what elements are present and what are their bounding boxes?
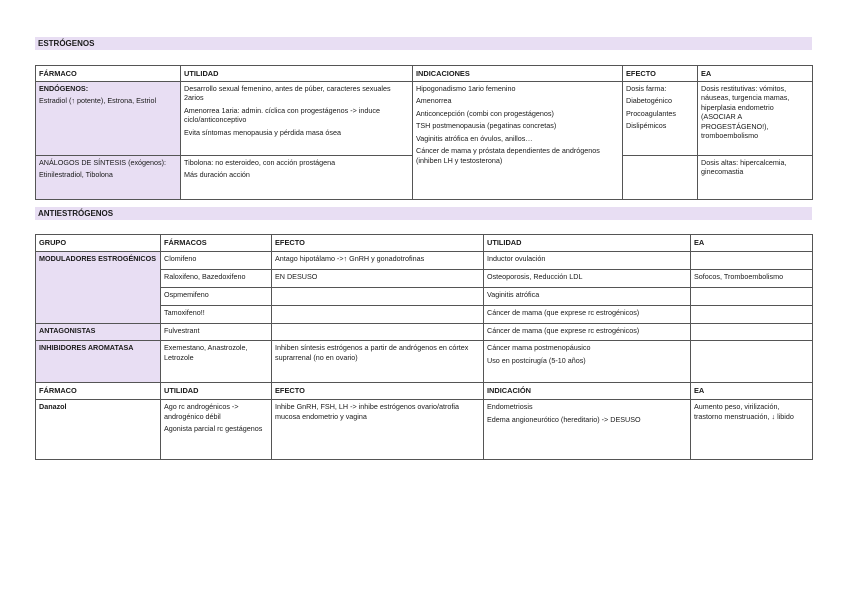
utilidad-item: Cáncer mama postmenopáusico: [487, 343, 591, 352]
farmaco-cell: Fulvestrant: [161, 324, 272, 341]
header-indicacion: INDICACIÓN: [484, 383, 691, 400]
header-ea: EA: [691, 235, 813, 252]
farmaco-cell: Clomifeno: [161, 252, 272, 270]
ea-cell: [691, 306, 813, 324]
analogos-label: ANÁLOGOS DE SÍNTESIS (exógenos):: [39, 157, 167, 167]
efecto-cell: [272, 324, 484, 341]
efecto-empty-cell: [623, 155, 698, 199]
endogenos-cell: [36, 81, 181, 155]
table-row: [36, 252, 813, 270]
utilidad-item: Desarrollo sexual femenino, antes de púber, caracteres sexuales 2arios: [184, 83, 391, 102]
indicacion-item: Edema angioneurótico (hereditario) -> DESUSO: [487, 414, 641, 424]
ea-cell: [691, 252, 813, 270]
utilidad-item: Más duración acción: [184, 170, 250, 179]
utilidad-cell: [484, 341, 691, 383]
utilidad-cell: Inductor ovulación: [484, 252, 691, 270]
ea-top-cell: Dosis restitutivas: vómitos, náuseas, turgencia mamas, hiperplasia endometrio (ASOCIAR A PROGESTÁGENO!), tromboembolismo: [698, 81, 813, 155]
ea-cell: [691, 324, 813, 341]
header-grupo: GRUPO: [36, 235, 161, 252]
analogos-drugs: Etinilestradiol, Tibolona: [39, 170, 113, 179]
group-moduladores: MODULADORES ESTROGÉNICOS: [36, 252, 161, 324]
utilidad-item: Agonista parcial rc gestágenos: [164, 424, 263, 433]
indicacion-item: TSH postmenopausia (pegatinas concretas): [416, 121, 557, 130]
indicacion-item: Hipogonadismo 1ario femenino: [416, 83, 516, 93]
utilidad-bottom-cell: [181, 155, 413, 199]
utilidad-item: Evita síntomas menopausia y pérdida masa ósea: [184, 127, 342, 137]
indicacion-item: Vaginitis atrófica en óvulos, anillos…: [416, 133, 533, 143]
ea-cell: [691, 341, 813, 383]
analogos-cell: [36, 155, 181, 199]
header-utilidad: UTILIDAD: [161, 383, 272, 400]
endogenos-label: ENDÓGENOS:: [39, 83, 89, 93]
indicaciones-cell: [413, 81, 623, 199]
header-farmacos: FÁRMACOS: [161, 235, 272, 252]
ea-cell: [691, 288, 813, 306]
efecto-item: Procoagulantes: [626, 108, 676, 118]
utilidad-item: Amenorrea 1aria: admin. cíclica con progestágenos -> induce ciclo/anticonceptivo: [184, 105, 380, 124]
header-indicaciones: INDICACIONES: [413, 66, 623, 82]
header-farmaco: FÁRMACO: [36, 66, 181, 82]
estrogenos-table: [35, 65, 813, 200]
indicacion-cell: [484, 400, 691, 460]
ea-cell: Sofocos, Tromboembolismo: [691, 270, 813, 288]
farmaco-cell: Raloxifeno, Bazedoxifeno: [161, 270, 272, 288]
efecto-cell: [623, 81, 698, 155]
antiestrogenos-table: [35, 234, 813, 460]
group-antagonistas: ANTAGONISTAS: [36, 324, 161, 341]
indicacion-item: Cáncer de mama y próstata dependientes de andrógenos (inhiben LH y testosterona): [416, 146, 600, 165]
farmaco-cell: Exemestano, Anastrozole, Letrozole: [161, 341, 272, 383]
utilidad-cell: Osteoporosis, Reducción LDL: [484, 270, 691, 288]
utilidad-cell: Cáncer de mama (que exprese rc estrogénicos): [484, 306, 691, 324]
table-row: [36, 341, 813, 383]
table-header-row: [36, 235, 813, 252]
ea-cell: Aumento peso, virilización, trastorno menstruación, ↓ libido: [691, 400, 813, 460]
utilidad-top-cell: [181, 81, 413, 155]
header-farmaco: FÁRMACO: [36, 383, 161, 400]
section-title-estrogenos: ESTRÓGENOS: [35, 37, 812, 50]
utilidad-item: Tibolona: no esteroideo, con acción prostágena: [184, 157, 336, 167]
header-ea: EA: [698, 66, 813, 82]
table-row: [36, 400, 813, 460]
section-title-antiestrogenos: ANTIESTRÓGENOS: [35, 207, 812, 220]
table-row: [36, 81, 813, 155]
table-header-row: [36, 383, 813, 400]
indicacion-item: Endometriosis: [487, 402, 533, 411]
utilidad-cell: [161, 400, 272, 460]
header-utilidad: UTILIDAD: [484, 235, 691, 252]
utilidad-item: Ago rc androgénicos -> androgénico débil: [164, 402, 239, 421]
efecto-cell: [272, 288, 484, 306]
header-efecto: EFECTO: [272, 383, 484, 400]
indicacion-item: Anticoncepción (combi con progestágenos): [416, 108, 554, 118]
utilidad-cell: Vaginitis atrófica: [484, 288, 691, 306]
table-row: [36, 324, 813, 341]
efecto-cell: [272, 306, 484, 324]
efecto-item: Diabetogénico: [626, 96, 672, 105]
ea-bottom-cell: Dosis altas: hipercalcemia, ginecomastia: [698, 155, 813, 199]
efecto-cell: Inhibe GnRH, FSH, LH -> inhibe estrógenos ovario/atrofia mucosa endometrio y vagina: [272, 400, 484, 460]
efecto-cell: EN DESUSO: [272, 270, 484, 288]
utilidad-item: Uso en postcirugía (5-10 años): [487, 355, 586, 365]
farmaco-cell: Tamoxifeno!!: [161, 306, 272, 324]
efecto-item: Dislipémicos: [626, 121, 667, 130]
header-efecto: EFECTO: [623, 66, 698, 82]
efecto-item: Dosis farma:: [626, 83, 667, 93]
endogenos-drugs: Estradiol (↑ potente), Estrona, Estriol: [39, 96, 157, 105]
utilidad-cell: Cáncer de mama (que exprese rc estrogénicos): [484, 324, 691, 341]
efecto-cell: Inhiben síntesis estrógenos a partir de andrógenos en córtex suprarrenal (no en ovario): [272, 341, 484, 383]
farmaco-danazol: Danazol: [36, 400, 161, 460]
farmaco-cell: Ospmemifeno: [161, 288, 272, 306]
header-efecto: EFECTO: [272, 235, 484, 252]
efecto-cell: Antago hipotálamo ->↑ GnRH y gonadotrofinas: [272, 252, 484, 270]
header-ea: EA: [691, 383, 813, 400]
group-inhibidores: INHIBIDORES AROMATASA: [36, 341, 161, 383]
table-header-row: [36, 66, 813, 82]
header-utilidad: UTILIDAD: [181, 66, 413, 82]
indicacion-item: Amenorrea: [416, 96, 452, 105]
